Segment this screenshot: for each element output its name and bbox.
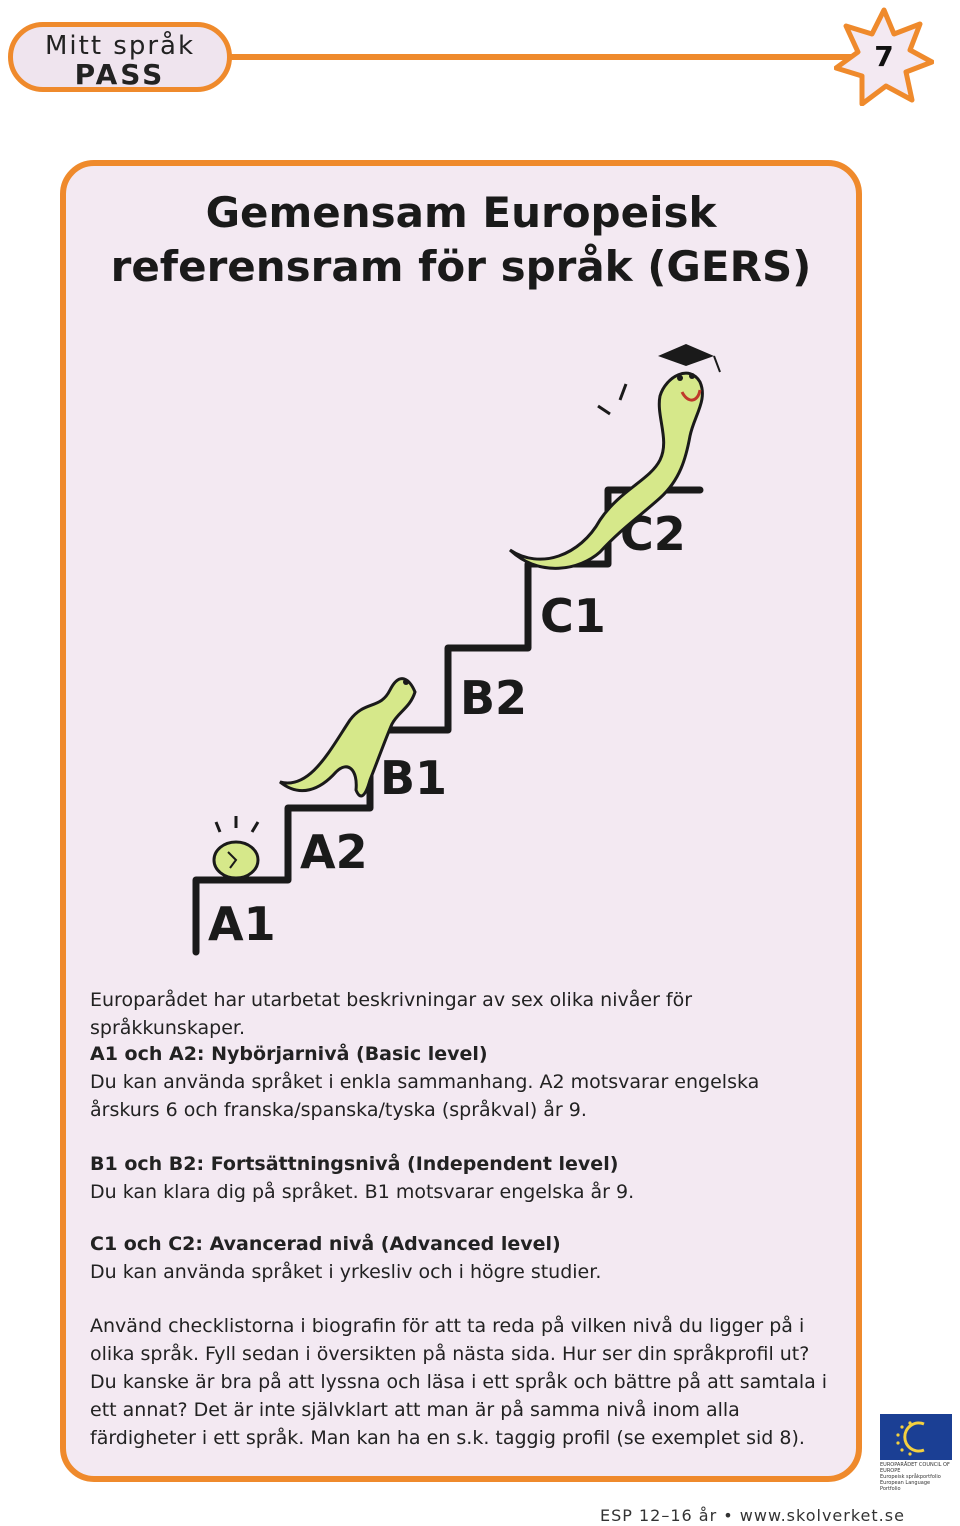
eu-flag-icon — [880, 1414, 952, 1460]
outro-text: Använd checklistorna i biografin för att ta reda på vilken nivå du ligger på i olika språk. Fyll sedan i översikten på nästa sida. Hur ser din språkprofil ut? Du kanske är bra på att lyssna och läsa i ett språk och bättre på att samtala i ett annat? Det är inte självklart att man är på samma nivå inom alla färdigheter i ett språk. Man kan ha en s.k. taggig profil (se exemplet sid 8). — [90, 1315, 828, 1449]
step-label-c1: C1 — [540, 589, 606, 643]
footer-text: ESP 12–16 år • www.skolverket.se — [600, 1506, 905, 1525]
staircase-illustration — [180, 320, 740, 960]
title-line-2: referensram för språk (GERS) — [110, 242, 812, 291]
logo-caption-line-1: EUROPARÅDET COUNCIL OF EUROPE — [880, 1462, 950, 1474]
level-a-text-1: Du kan använda språket i enkla sammanhang. A2 motsvarar engelska — [90, 1071, 760, 1093]
step-label-c2: C2 — [620, 507, 686, 561]
intro-paragraph — [90, 986, 850, 1042]
page-number: 7 — [874, 39, 894, 73]
egg-icon — [214, 816, 258, 878]
title-line-1: Gemensam Europeisk — [205, 188, 717, 237]
badge-line-2: PASS — [74, 58, 166, 91]
level-a-heading: A1 och A2: Nybörjarnivå (Basic level) — [90, 1043, 488, 1065]
council-of-europe-logo — [880, 1414, 952, 1492]
level-c-text-1: Du kan använda språket i yrkesliv och i högre studier. — [90, 1261, 602, 1283]
graduate-lizard-icon — [510, 344, 720, 568]
level-a-text-2: årskurs 6 och franska/spanska/tyska (språkval) år 9. — [90, 1099, 587, 1121]
level-c-section — [90, 1230, 850, 1286]
step-label-b1: B1 — [380, 751, 448, 805]
badge-line-1: Mitt språk — [44, 31, 196, 61]
passport-badge — [8, 22, 232, 92]
step-label-a1: A1 — [208, 897, 276, 951]
level-b-heading: B1 och B2: Fortsättningsnivå (Independent level) — [90, 1153, 619, 1175]
logo-caption-line-2: Europeisk språkportfolio — [880, 1474, 941, 1480]
level-a-section — [90, 1040, 850, 1124]
intro-text: Europarådet har utarbetat beskrivningar av sex olika nivåer för språkkunskaper. — [90, 989, 693, 1039]
logo-caption — [880, 1462, 952, 1492]
page-title — [60, 186, 862, 294]
level-b-text-1: Du kan klara dig på språket. B1 motsvarar engelska år 9. — [90, 1181, 635, 1203]
level-b-section — [90, 1150, 850, 1206]
level-c-heading: C1 och C2: Avancerad nivå (Advanced level) — [90, 1233, 561, 1255]
step-label-b2: B2 — [460, 671, 528, 725]
outro-paragraph — [90, 1312, 842, 1452]
step-label-a2: A2 — [300, 825, 368, 879]
header-rule — [220, 54, 860, 60]
logo-caption-line-3: European Language Portfolio — [880, 1480, 931, 1492]
